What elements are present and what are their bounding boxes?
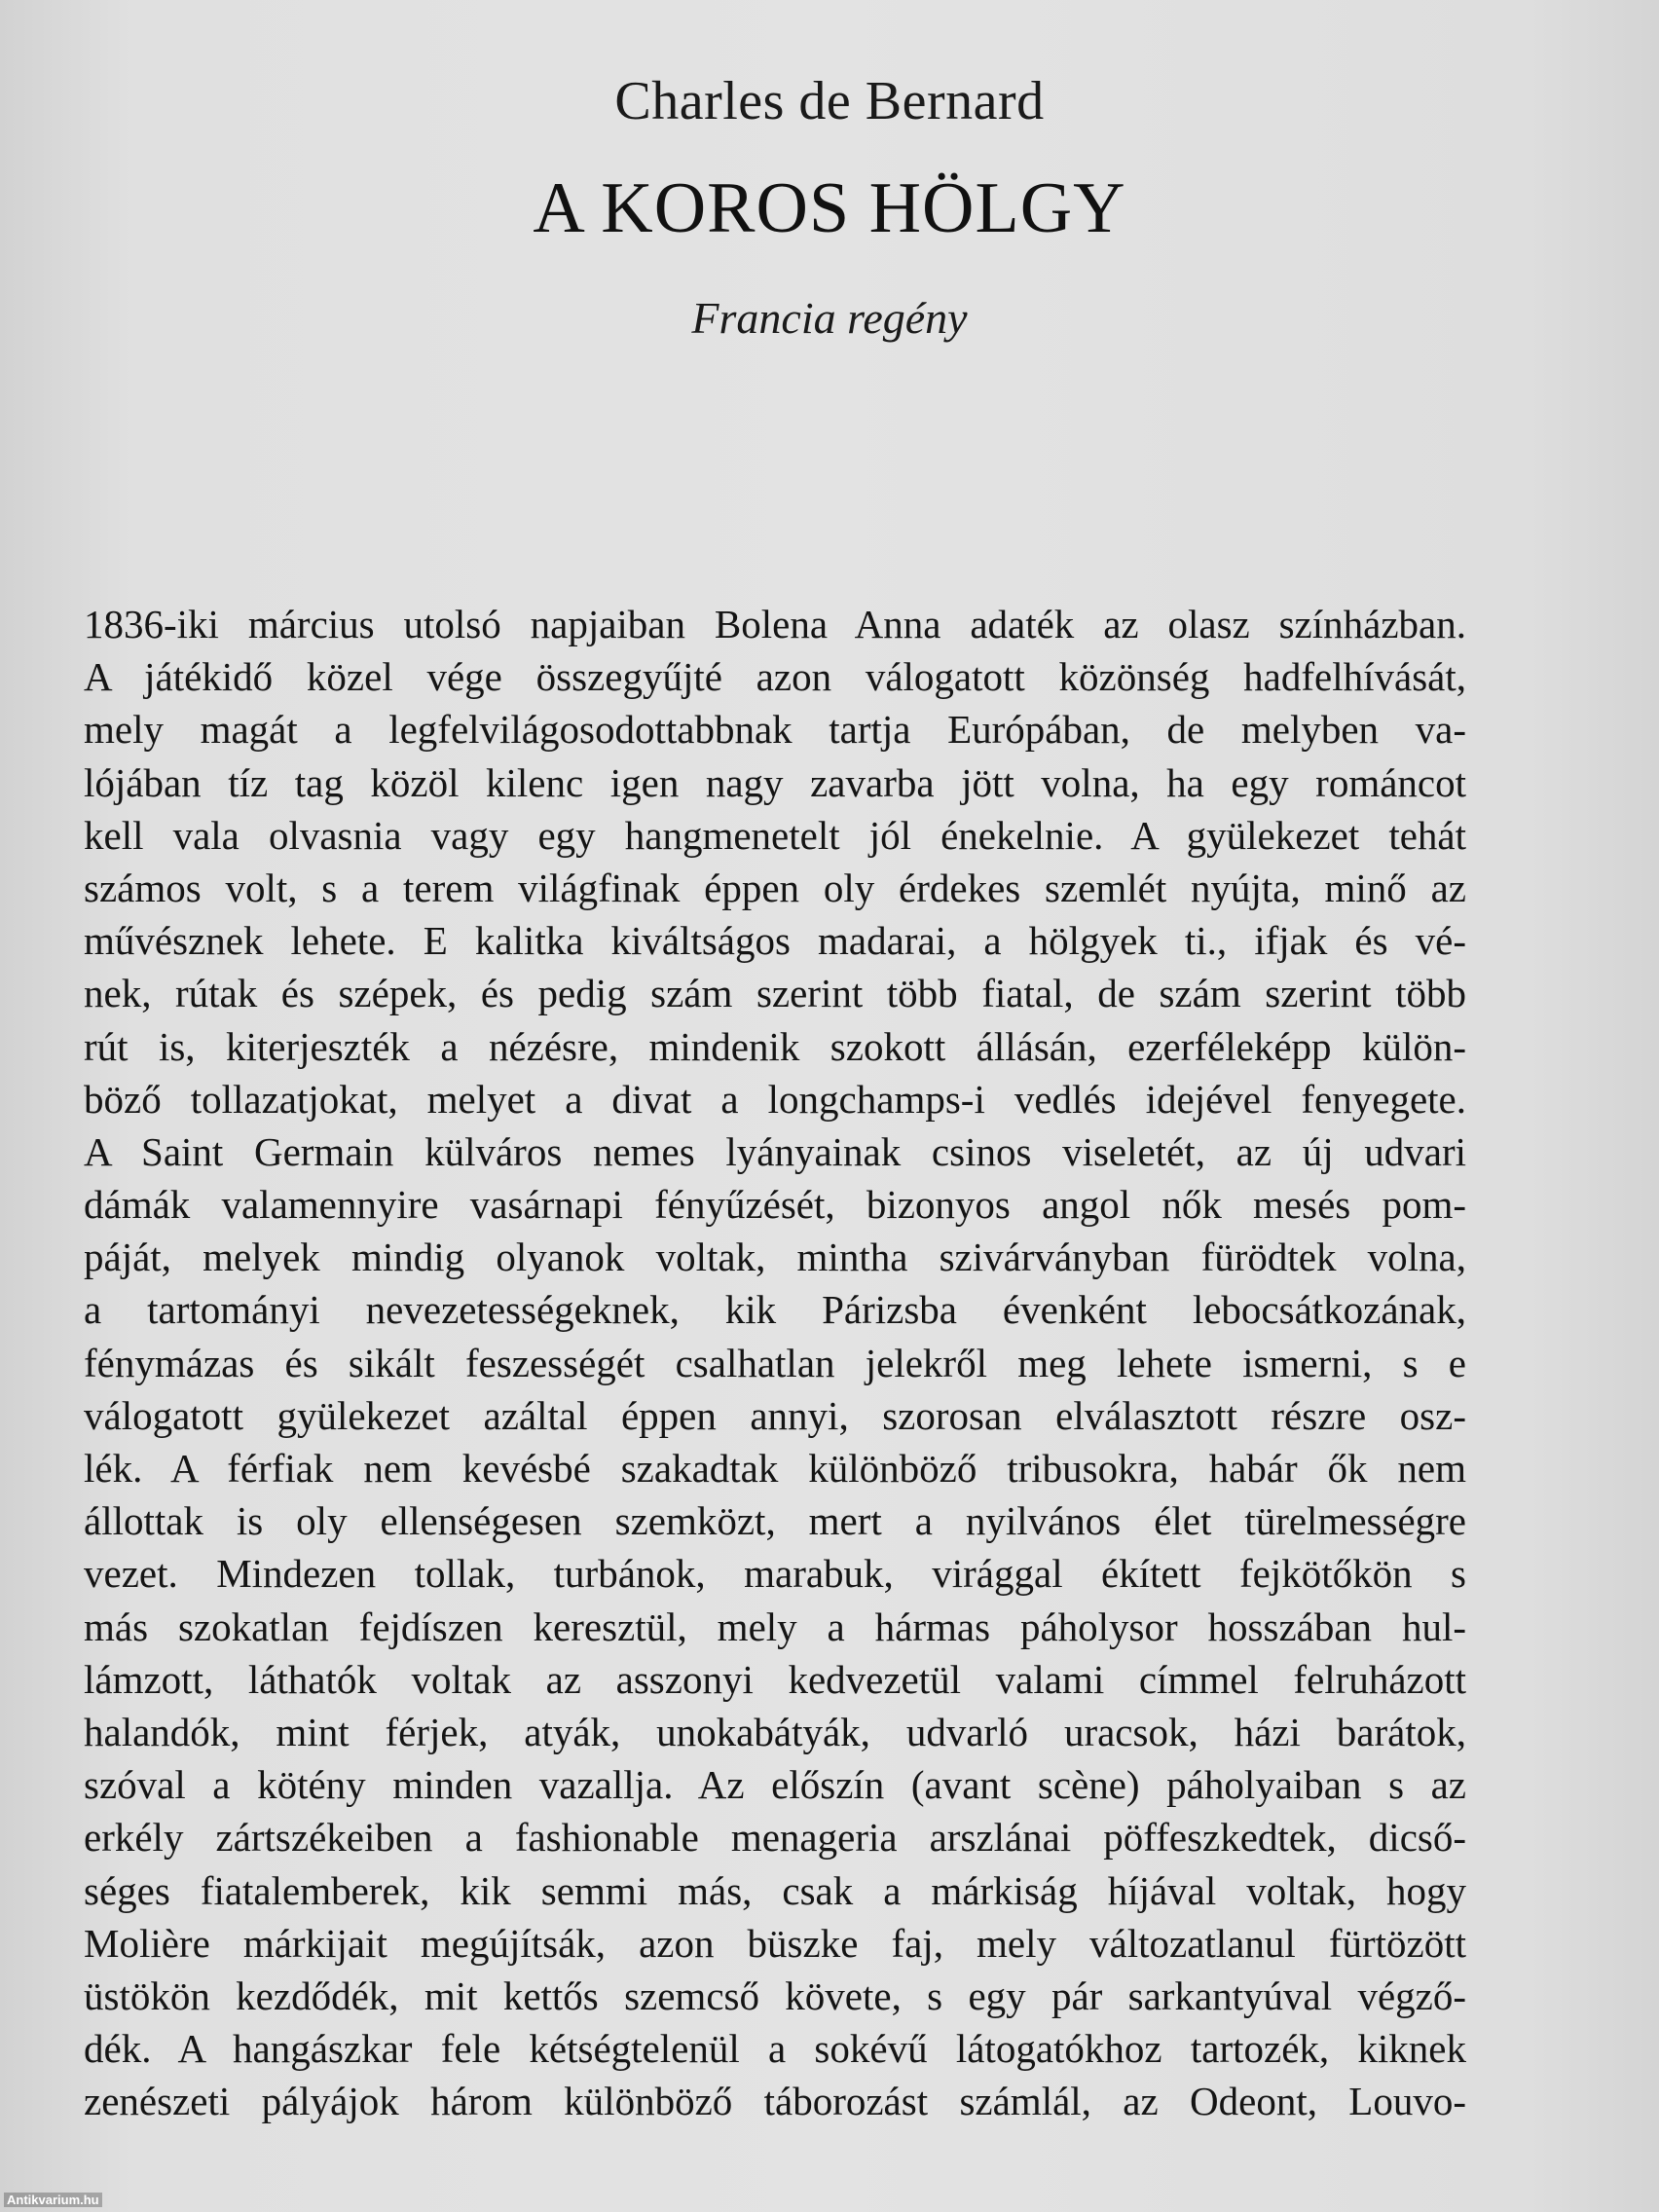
text-line: válogatott gyülekezet azáltal éppen annyi, szorosan elválasztott részre osz- xyxy=(84,1392,1466,1438)
text-line: mely magát a legfelvilágosodottabbnak tartja Európában, de melyben va- xyxy=(84,707,1466,753)
text-line: rút is, kiterjeszték a nézésre, mindenik szokott állásán, ezerféleképp külön- xyxy=(84,1023,1466,1069)
text-line: erkély zártszékeiben a fashionable menageria arszlánai pöffeszkedtek, dicső- xyxy=(84,1815,1466,1861)
text-line: dámák valamennyire vasárnapi fényűzését, bizonyos angol nők mesés pom- xyxy=(84,1182,1466,1228)
chapter-title: A KOROS HÖLGY xyxy=(533,168,1126,248)
text-line: Molière márkijait megújítsák, azon büszke faj, mely változatlanul fürtözött xyxy=(84,1920,1466,1966)
text-line: A Saint Germain külváros nemes lyányainak csinos viseletét, az új udvari xyxy=(84,1128,1466,1174)
text-line: páját, melyek mindig olyanok voltak, mintha szivárványban fürödtek volna, xyxy=(84,1235,1466,1280)
text-line: szóval a kötény minden vazallja. Az előszín (avant scène) páholyaiban s az xyxy=(84,1762,1466,1808)
text-line: számos volt, s a terem világfinak éppen oly érdekes szemlét nyújta, minő az xyxy=(84,865,1466,910)
text-line: más szokatlan fejdíszen keresztül, mely a hármas páholysor hosszában hul- xyxy=(84,1604,1466,1649)
text-line: üstökön kezdődék, mit kettős szemcső követe, s egy pár sarkantyúval végző- xyxy=(84,1972,1466,2018)
text-line: kell vala olvasnia vagy egy hangmenetelt jól énekelnie. A gyülekezet tehát xyxy=(84,812,1466,858)
text-line: lójában tíz tag közöl kilenc igen nagy zavarba jött volna, ha egy románcot xyxy=(84,759,1466,805)
body-text xyxy=(84,598,1466,2127)
text-line: művésznek lehete. E kalitka kiváltságos madarai, a hölgyek ti., ifjak és vé- xyxy=(84,918,1466,964)
author-name: Charles de Bernard xyxy=(614,71,1045,131)
text-line: séges fiatalemberek, kik semmi más, csak a márkiság híjával voltak, hogy xyxy=(84,1867,1466,1913)
watermark: Antikvarium.hu xyxy=(4,2193,102,2207)
text-line: zenészeti pályájok három különböző táborozást számlál, az Odeont, Louvo- xyxy=(84,2079,1466,2124)
text-line: a tartományi nevezetességeknek, kik Párizsba évenként lebocsátkozának, xyxy=(84,1287,1466,1333)
text-line: nek, rútak és szépek, és pedig szám szerint több fiatal, de szám szerint több xyxy=(84,971,1466,1016)
text-line: böző tollazatjokat, melyet a divat a longchamps-i vedlés idejével fenyegete. xyxy=(84,1076,1466,1122)
text-line: halandók, mint férjek, atyák, unokabátyák, udvarló uracsok, házi barátok, xyxy=(84,1709,1466,1754)
text-line: 1836-iki március utolsó napjaiban Bolena Anna adaték az olasz színházban. xyxy=(84,602,1466,646)
text-line: lámzott, láthatók voltak az asszonyi kedvezetül valami címmel felruházott xyxy=(84,1656,1466,1702)
subtitle: Francia regény xyxy=(691,293,968,343)
text-line: vezet. Mindezen tollak, turbánok, marabuk, virággal ékített fejkötőkön s xyxy=(84,1551,1466,1597)
text-line: dék. A hangászkar fele kétségtelenül a sokévű látogatókhoz tartozék, kiknek xyxy=(84,2026,1466,2072)
text-line: állottak is oly ellenségesen szemközt, mert a nyilvános élet türelmességre xyxy=(84,1498,1466,1544)
text-line: lék. A férfiak nem kevésbé szakadtak különböző tribusokra, habár ők nem xyxy=(84,1446,1466,1491)
text-line: fénymázas és sikált feszességét csalhatlan jelekről meg lehete ismerni, s e xyxy=(84,1340,1466,1385)
text-line: A játékidő közel vége összegyűjté azon válogatott közönség hadfelhívását, xyxy=(84,654,1466,700)
